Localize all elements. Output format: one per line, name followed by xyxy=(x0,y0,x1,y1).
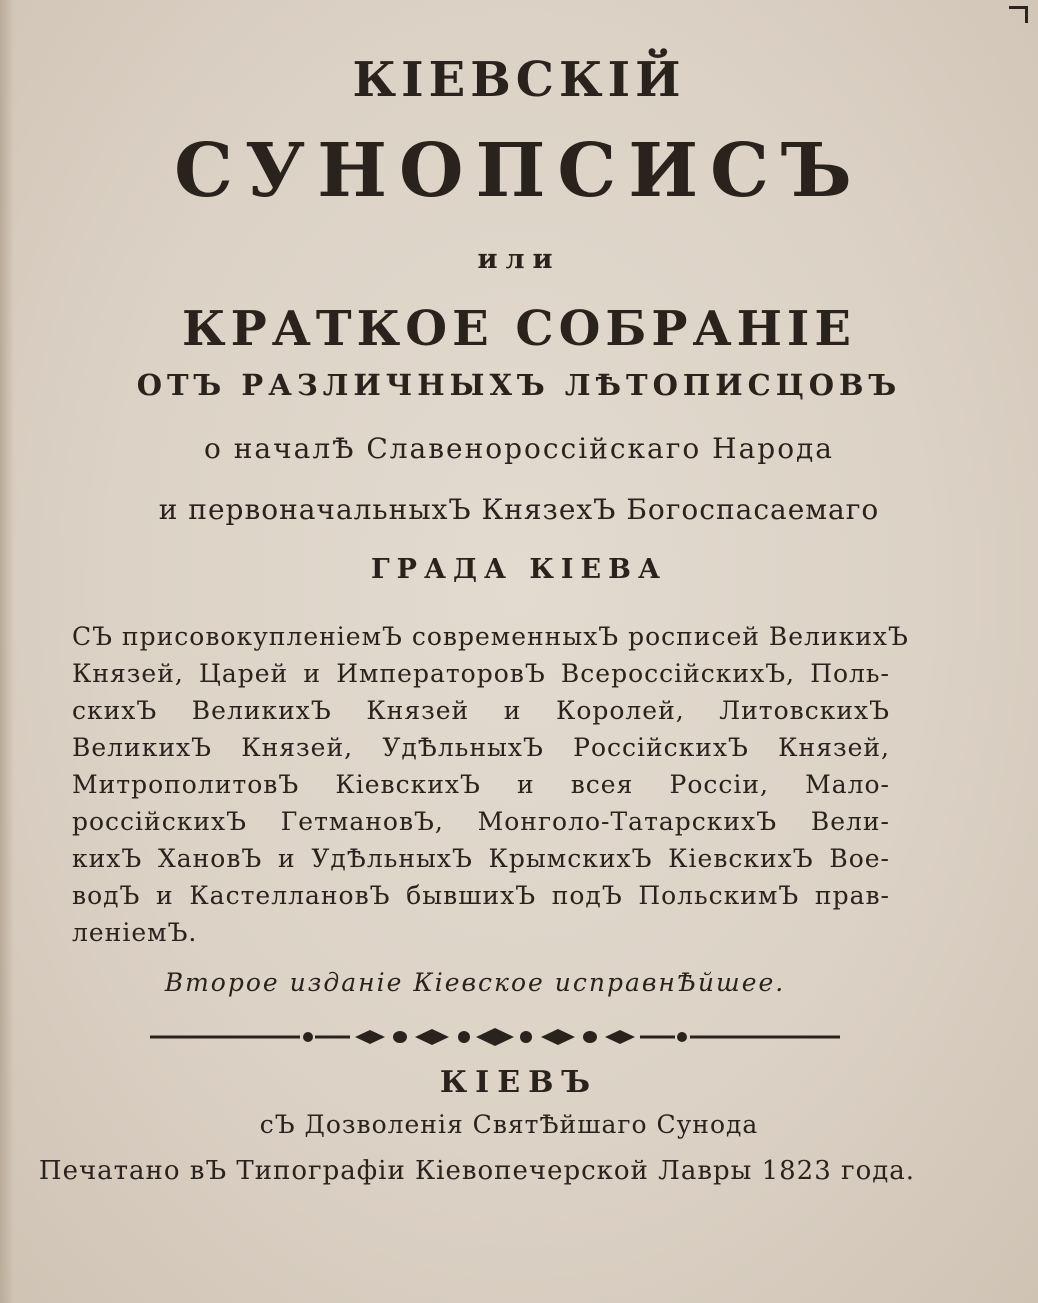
subtitle-line-1: КРАТКОЕ СОБРАНІЕ xyxy=(182,301,856,357)
ornament-rule xyxy=(150,1024,840,1050)
subtitle-line-2: ОТЪ РАЗЛИЧНЫХЪ ЛѢТОПИСЦОВЪ xyxy=(136,368,902,402)
imprint-permission: сЪ Дозволенія СвятѢйшаго Сунода xyxy=(259,1110,759,1139)
title-line-2: СУНОПСИСЪ xyxy=(174,128,864,214)
imprint-city: КІЕВЪ xyxy=(439,1065,599,1100)
title-line-1: КІЕВСКІЙ xyxy=(352,52,686,108)
subtitle-line-3: о началѢ Славенороссійскаго Народа xyxy=(204,432,834,465)
paragraph-line: леніемЪ. xyxy=(72,918,198,947)
contents-paragraph xyxy=(72,618,909,951)
title-connector: или xyxy=(477,244,561,275)
paragraph-line: МитрополитовЪ КіевскихЪ и всея Россіи, Мало- xyxy=(72,770,890,799)
subtitle-line-5: ГРАДА КІЕВА xyxy=(371,554,667,585)
paragraph-line: россійскихЪ ГетмановЪ, Монголо-ТатарскихЪ Вели- xyxy=(72,807,890,836)
subtitle-line-4: и первоначальныхЪ КнязехЪ Богоспасаемаго xyxy=(158,493,880,526)
paragraph-line: ВеликихЪ Князей, УдѢльныхЪ РоссійскихЪ Князей, xyxy=(72,733,890,762)
paragraph-line: кихЪ ХановЪ и УдѢльныхЪ КрымскихЪ КіевскихЪ Вое- xyxy=(72,844,890,873)
paragraph-line: Князей, Царей и ИмператоровЪ ВсероссійскихЪ, Поль- xyxy=(72,659,890,688)
imprint-printed: Печатано вЪ Типографіи Кіевопечерской Лавры 1823 года. xyxy=(38,1156,916,1186)
edition-note: Второе изданіе Кіевское исправнѢйшее. xyxy=(164,968,786,997)
paragraph-line: водЪ и КастеллановЪ бывшихЪ подЪ ПольскимЪ прав- xyxy=(72,881,890,910)
paragraph-line: скихЪ ВеликихЪ Князей и Королей, ЛитовскихЪ xyxy=(72,696,890,725)
paragraph-line: СЪ присовокупленіемЪ современныхЪ росписей ВеликихЪ xyxy=(72,622,909,651)
corner-mark xyxy=(1009,6,1028,23)
